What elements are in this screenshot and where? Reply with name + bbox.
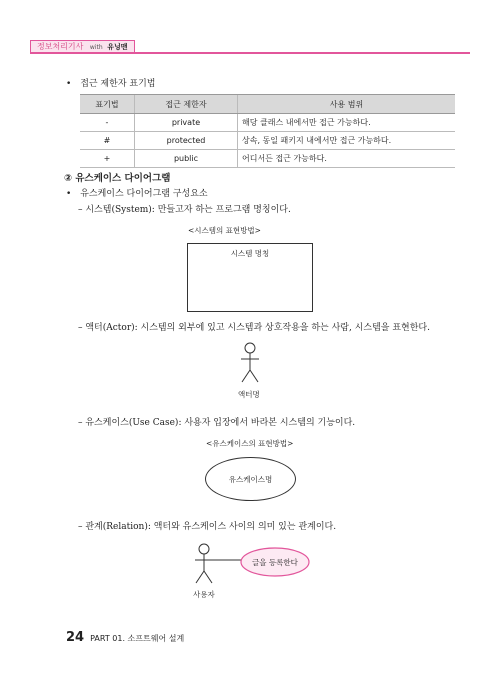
part-title: PART 01. 소프트웨어 설계 xyxy=(90,634,185,643)
page-number: 24 xyxy=(66,630,85,645)
access-bullet xyxy=(66,76,155,89)
cell-modifier: protected xyxy=(135,132,238,150)
usecase-name: 유스케이스명 xyxy=(228,474,273,484)
book-title: 정보처리기사 xyxy=(37,42,84,51)
page-footer xyxy=(66,630,184,645)
relation-usecase-label: 글을 등록한다 xyxy=(252,558,298,567)
cell-scope: 해당 클래스 내에서만 접근 가능하다. xyxy=(238,114,456,132)
actor-head-icon xyxy=(199,544,209,554)
cell-mark: - xyxy=(80,114,135,132)
system-definition: – 시스템(System): 만들고자 하는 프로그램 명칭이다. xyxy=(78,205,291,215)
usecase-bullet xyxy=(66,186,208,199)
actor-definition: – 액터(Actor): 시스템의 외부에 있고 시스템과 상호작용을 하는 사람, 시스템을 표현한다. xyxy=(78,323,430,333)
bullet-icon: • xyxy=(66,189,72,199)
header-author: 유닝맨 xyxy=(107,42,128,51)
system-caption: <시스템의 표현방법> xyxy=(188,226,261,235)
col-header-mark: 표기법 xyxy=(80,95,135,114)
header-rule xyxy=(30,52,470,54)
relation-definition: – 관계(Relation): 액터와 유스케이스 사이의 의미 있는 관계이다. xyxy=(78,522,337,532)
cell-modifier: private xyxy=(135,114,238,132)
actor-stick-figure-icon xyxy=(238,342,262,386)
col-header-modifier: 접근 제한자 xyxy=(135,95,238,114)
cell-mark: # xyxy=(80,132,135,150)
table-row xyxy=(80,114,455,132)
access-bullet-text: 접근 제한자 표기법 xyxy=(80,79,156,89)
table-row xyxy=(80,132,455,150)
table-row xyxy=(80,150,455,168)
cell-mark: + xyxy=(80,150,135,168)
cell-scope: 상속, 동일 패키지 내에서만 접근 가능하다. xyxy=(238,132,456,150)
usecase-definition: – 유스케이스(Use Case): 사용자 입장에서 바라본 시스템의 기능이다. xyxy=(78,418,356,428)
col-header-scope: 사용 범위 xyxy=(238,95,456,114)
usecase-ellipse xyxy=(205,457,296,501)
system-boundary-box xyxy=(187,243,313,312)
header-with: with xyxy=(89,44,103,51)
usecase-caption: <유스케이스의 표현방법> xyxy=(206,439,294,448)
bullet-icon: • xyxy=(66,79,72,89)
actor-name: 액터명 xyxy=(238,390,260,399)
system-name: 시스템 명칭 xyxy=(230,249,270,258)
cell-scope: 어디서든 접근 가능하다. xyxy=(238,150,456,168)
relation-actor-label: 사용자 xyxy=(193,590,215,599)
cell-modifier: public xyxy=(135,150,238,168)
access-table xyxy=(80,94,455,168)
section-heading: ② 유스케이스 다이어그램 xyxy=(64,173,171,184)
usecase-bullet-text: 유스케이스 다이어그램 구성요소 xyxy=(80,189,208,199)
